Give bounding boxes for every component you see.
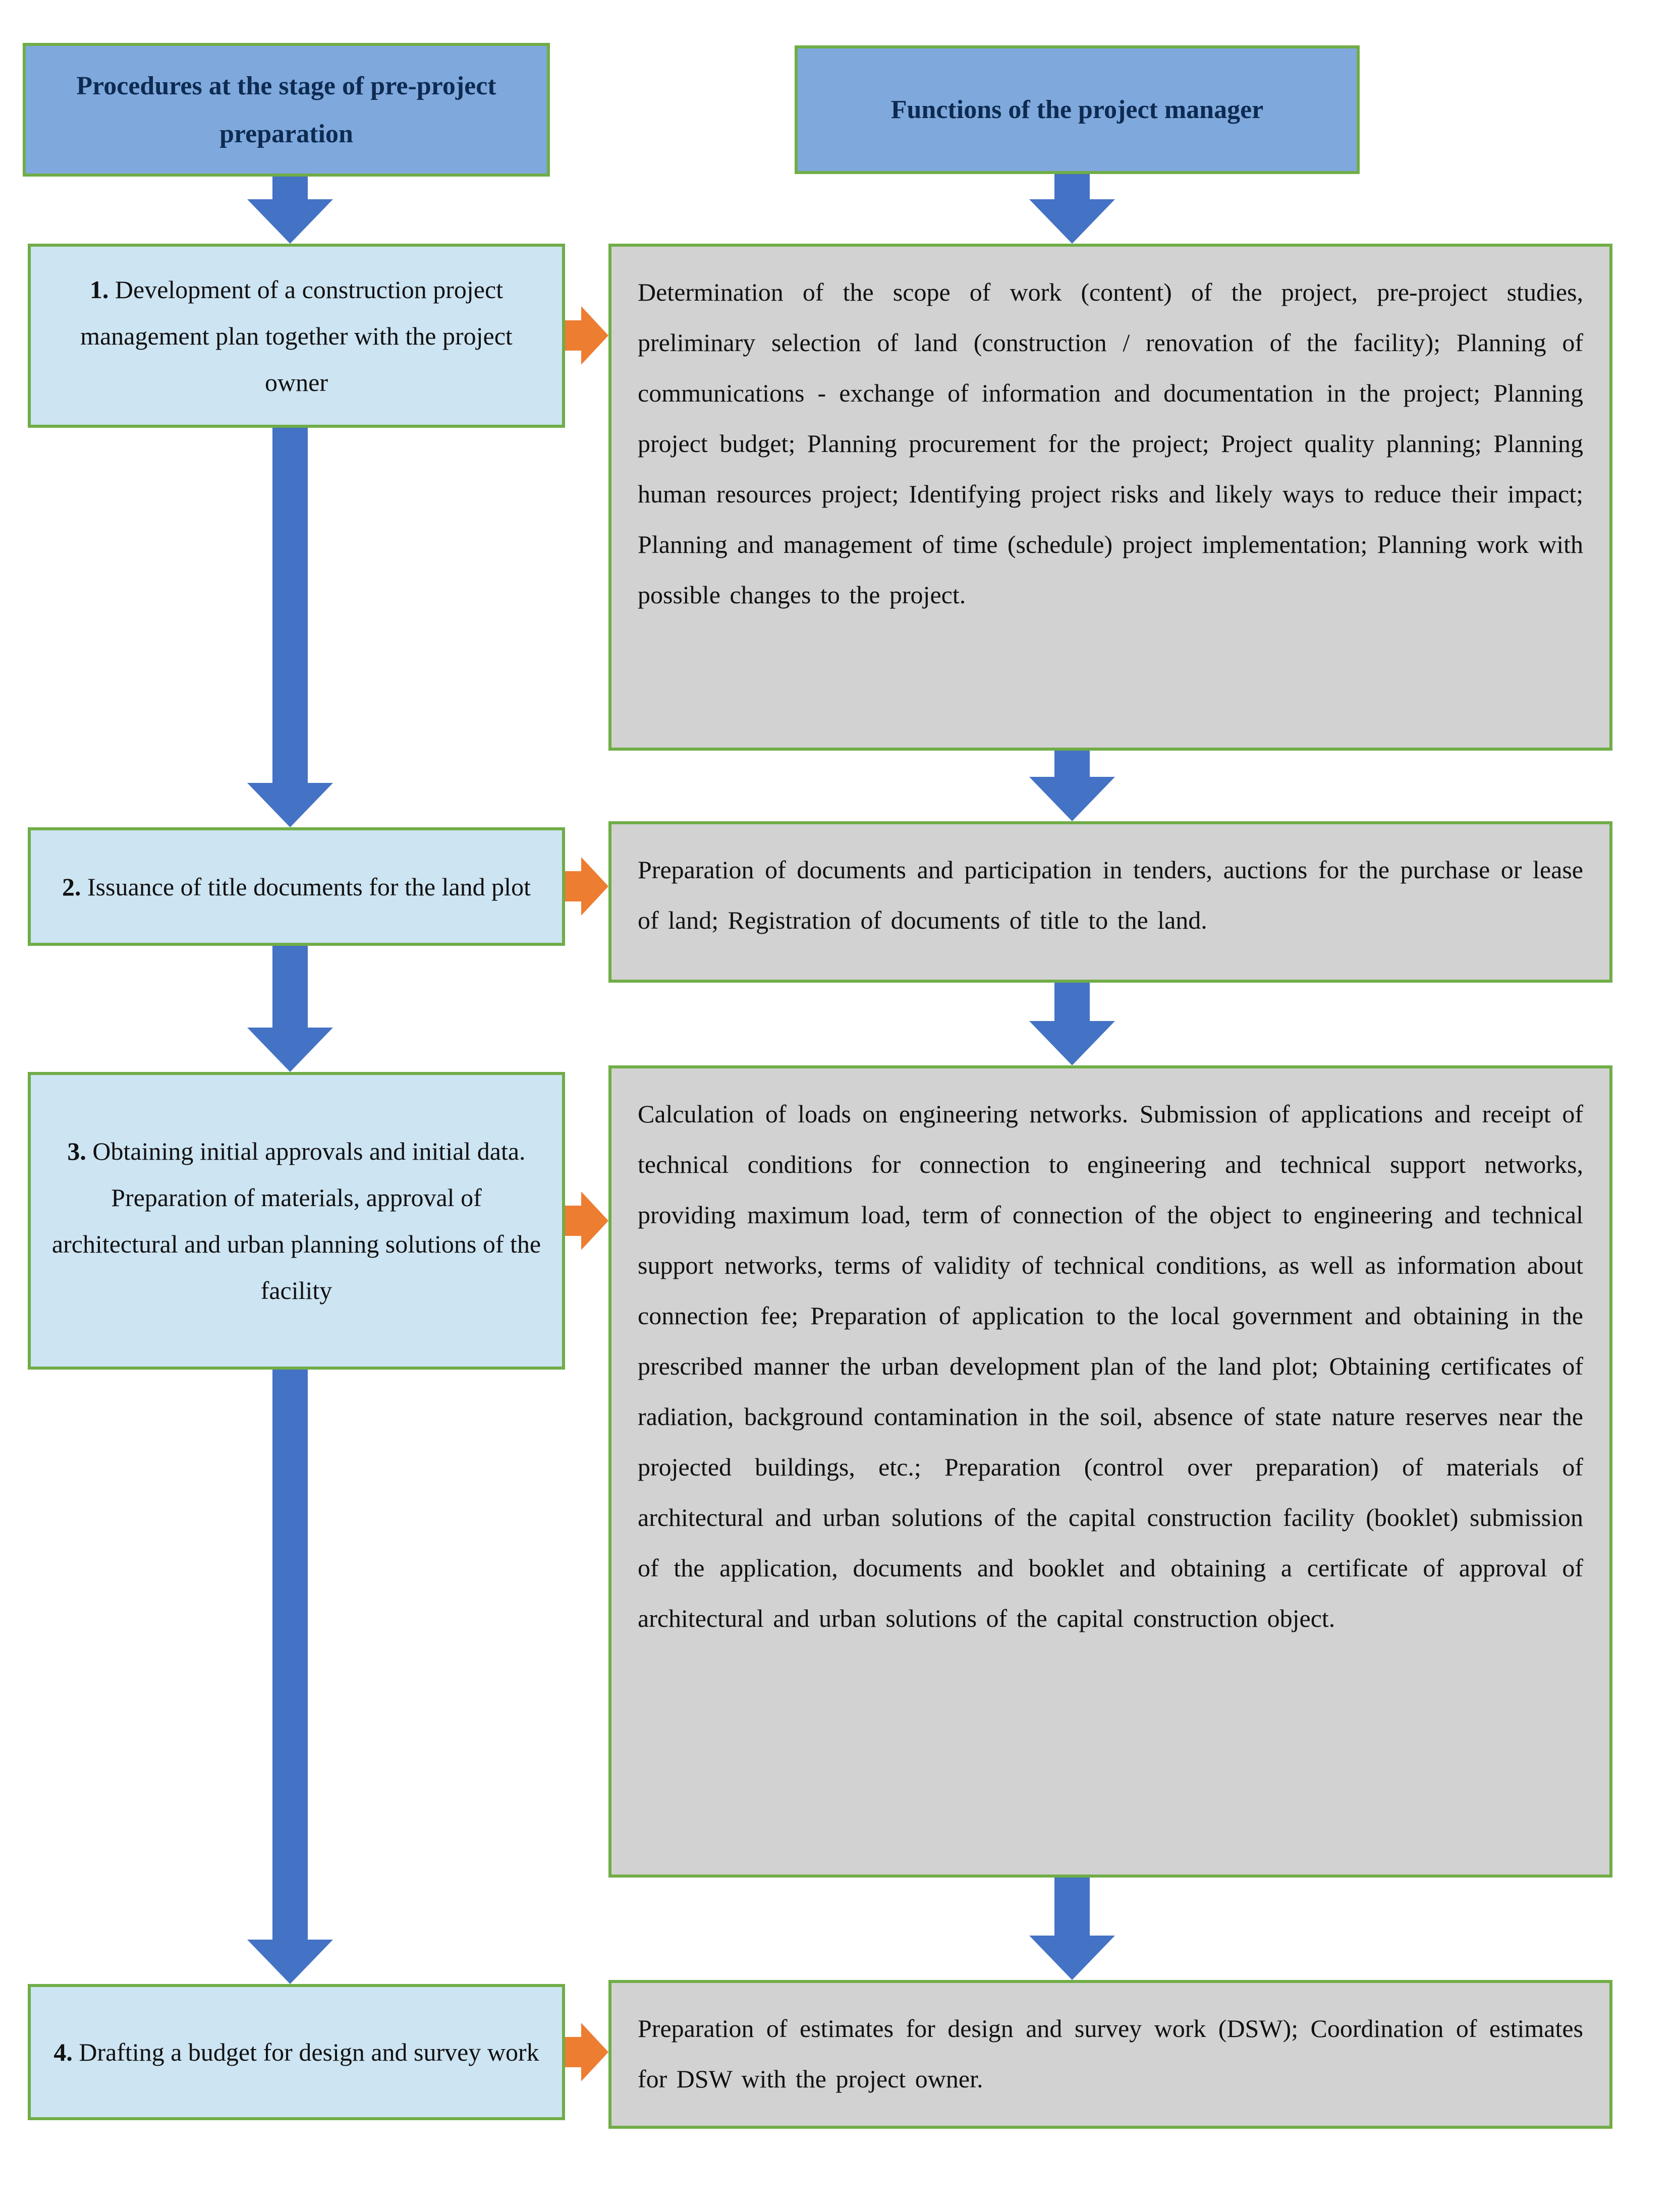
down-arrow-icon bbox=[1029, 174, 1115, 244]
flow-right-arrow-icon bbox=[565, 857, 608, 916]
arrow-head bbox=[581, 306, 608, 365]
header-procedures bbox=[23, 43, 550, 177]
step-number: 1. bbox=[89, 275, 109, 304]
function-box-3 bbox=[608, 1065, 1612, 1878]
arrow-shaft bbox=[1054, 174, 1090, 199]
step-text: Obtaining initial approvals and initial data. Preparation of materials, approval of architectural and urban planning solutions of the facility bbox=[51, 1137, 541, 1304]
procedure-box-1 bbox=[28, 244, 565, 428]
flow-right-arrow-icon bbox=[565, 2023, 608, 2081]
arrow-head bbox=[581, 1192, 608, 1250]
arrow-shaft bbox=[272, 1370, 308, 1940]
flow-right-arrow-icon bbox=[565, 306, 608, 365]
down-arrow-icon bbox=[1029, 1878, 1115, 1980]
arrow-shaft bbox=[272, 946, 308, 1028]
header-functions-label: Functions of the project manager bbox=[890, 95, 1264, 124]
step-text: Development of a construction project management plan together with the project owner bbox=[80, 275, 513, 396]
step-number: 3. bbox=[67, 1137, 86, 1165]
arrow-head bbox=[581, 2023, 608, 2081]
function-2-text: Preparation of documents and participation in tenders, auctions for the purchase or lease of land; Registration of documents of title to the land. bbox=[638, 856, 1583, 934]
arrow-shaft bbox=[565, 1206, 581, 1236]
function-1-text: Determination of the scope of work (content) of the project, pre-project studies, preliminary selection of land (construction / renovation of the facility); Planning of communications - exchange of information and documentation in the project; Planning project budget; Planning procurement for the project; Project quality planning; Planning human resources project; Identifying project risks and likely ways to reduce their impact; Planning and management of time (schedule) project implementation; Planning work with possible changes to the project. bbox=[638, 278, 1583, 609]
procedure-2-text bbox=[62, 864, 531, 910]
procedure-4-text bbox=[53, 2029, 539, 2075]
step-text: Drafting a budget for design and survey work bbox=[72, 2038, 539, 2066]
arrow-shaft bbox=[1054, 751, 1090, 777]
arrow-head bbox=[247, 783, 333, 827]
arrow-head bbox=[581, 857, 608, 916]
down-arrow-icon bbox=[1029, 751, 1115, 821]
arrow-head bbox=[247, 1940, 333, 1984]
function-box-4 bbox=[608, 1980, 1612, 2129]
arrow-head bbox=[1029, 199, 1115, 244]
step-number: 2. bbox=[62, 872, 81, 901]
arrow-shaft bbox=[565, 871, 581, 901]
procedure-1-text bbox=[51, 266, 542, 406]
arrow-shaft bbox=[1054, 1878, 1090, 1936]
arrow-head bbox=[1029, 777, 1115, 821]
arrow-head bbox=[247, 199, 333, 244]
down-arrow-icon bbox=[247, 946, 333, 1072]
arrow-shaft bbox=[565, 2037, 581, 2067]
procedure-box-4 bbox=[28, 1984, 565, 2120]
down-arrow-icon bbox=[1029, 983, 1115, 1065]
function-3-text: Calculation of loads on engineering networks. Submission of applications and receipt of technical conditions for connection to engineering and technical support networks, providing maximum load, term of connection of the object to engineering and technical support networks, terms of validity of technical conditions, as well as information about connection fee; Preparation of application to the local government and obtaining in the prescribed manner the urban development plan of the land plot; Obtaining certificates of radiation, background contamination in the soil, absence of state nature reserves near the projected buildings, etc.; Preparation (control over preparation) of materials of architectural and urban solutions of the capital construction facility (booklet) submission of the application, documents and booklet and obtaining a certificate of approval of architectural and urban solutions of the capital construction object. bbox=[638, 1100, 1583, 1632]
arrow-head bbox=[1029, 1021, 1115, 1065]
arrow-shaft bbox=[272, 428, 308, 783]
flow-right-arrow-icon bbox=[565, 1192, 608, 1250]
procedure-box-3 bbox=[28, 1072, 565, 1370]
procedure-box-2 bbox=[28, 827, 565, 946]
arrow-shaft bbox=[272, 177, 308, 199]
arrow-head bbox=[247, 1028, 333, 1072]
arrow-shaft bbox=[565, 320, 581, 351]
down-arrow-icon bbox=[247, 428, 333, 827]
step-text: Issuance of title documents for the land plot bbox=[81, 872, 531, 901]
function-box-1 bbox=[608, 244, 1612, 751]
down-arrow-icon bbox=[247, 1370, 333, 1984]
header-functions bbox=[795, 45, 1360, 174]
function-4-text: Preparation of estimates for design and survey work (DSW); Coordination of estimates for DSW with the project owner. bbox=[638, 2014, 1583, 2093]
down-arrow-icon bbox=[247, 177, 333, 244]
arrow-shaft bbox=[1054, 983, 1090, 1021]
header-procedures-label: Procedures at the stage of pre-project preparation bbox=[76, 71, 496, 148]
step-number: 4. bbox=[53, 2038, 73, 2066]
procedure-3-text bbox=[51, 1128, 542, 1314]
arrow-head bbox=[1029, 1936, 1115, 1980]
function-box-2 bbox=[608, 821, 1612, 983]
